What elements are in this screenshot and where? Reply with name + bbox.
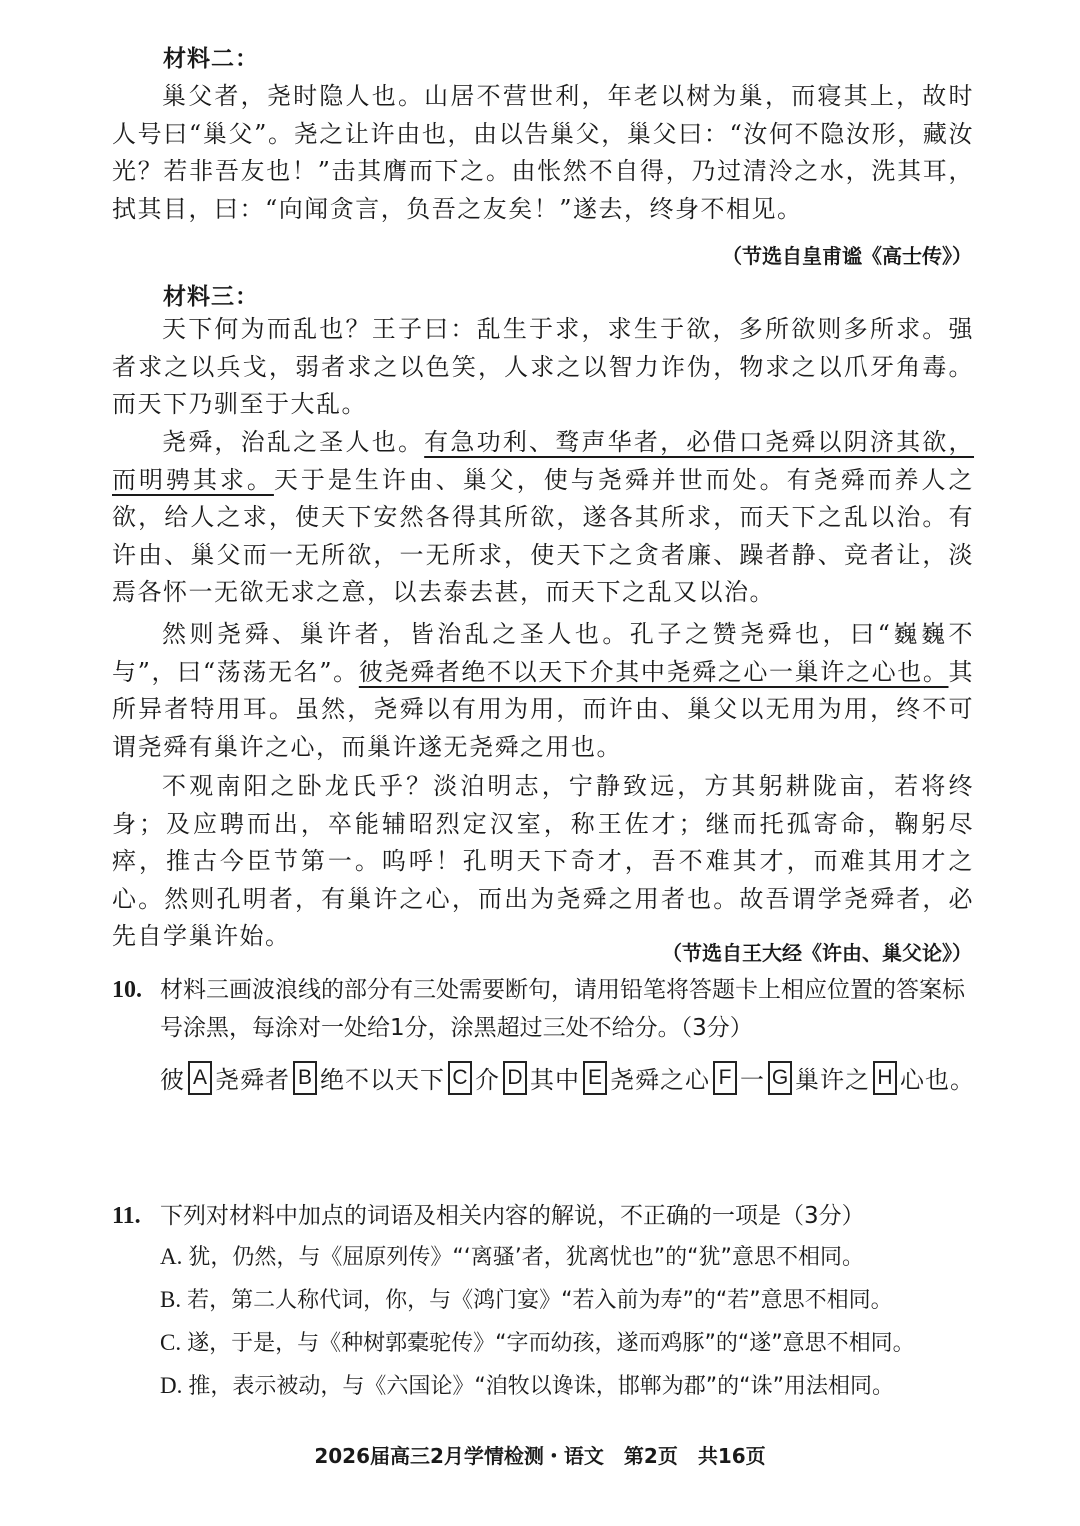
answer-box-h[interactable]: H [873, 1061, 897, 1095]
seq-text: 彼 [160, 1066, 185, 1094]
answer-box-d[interactable]: D [503, 1061, 527, 1095]
question-10-text: 材料三画波浪线的部分有三处需要断句，请用铅笔将答题卡上相应位置的答案标号涂黑，每涂对一处给1分，涂黑超过三处不给分。（3分） [160, 977, 965, 1041]
question-11-text: 下列对材料中加点的词语及相关内容的解说，不正确的一项是（3分） [160, 1203, 865, 1229]
option-d-text: 推，表示被动，与《六国论》“洎牧以谗诛，邯郸为郡”的“诛”用法相同。 [188, 1374, 894, 1399]
para-2-rest: 天于是生许由、巢父，使与尧舜并世而处。有尧舜而养人之欲，给人之求，使天下安然各得其所欲，遂各其所求，而天下之乱以治。有许由、巢父而一无所欲，一无所求，使天下之贪者廉、躁者静、竞者让，淡焉各怀一无欲无求之意，以去泰去甚，而天下之乱又以治。 [112, 465, 975, 606]
seq-tail: 心也。 [900, 1066, 975, 1094]
para-3-lead: 然则尧舜、巢许者，皆治乱之圣人也。孔子之赞尧舜也，曰“巍巍不与”，曰“荡荡无名”。 [112, 620, 974, 686]
option-d[interactable] [160, 1369, 980, 1400]
answer-box-f[interactable]: F [713, 1061, 737, 1095]
seq-text: 尧舜之心 [610, 1066, 710, 1094]
material-2-heading: 材料二： [163, 46, 259, 72]
question-10 [112, 972, 982, 1047]
material-3-source: （节选自王大经《许由、巢父论》） [662, 941, 972, 965]
page-footer: 2026届高三2月学情检测・语文 第2页 共16页 [314, 1444, 766, 1468]
answer-box-g[interactable]: G [768, 1061, 792, 1095]
para-3-rest: 其所异者特用耳。虽然，尧舜以有用为用，而许由、巢父以无用为用，终不可谓尧舜有巢许之心，而巢许遂无尧舜之用也。 [112, 657, 974, 761]
option-c-text: 遂，于是，与《种树郭橐驼传》“字而幼孩，遂而鸡豚”的“遂”意思不相同。 [187, 1331, 915, 1356]
seq-text: 绝不以天下 [320, 1066, 445, 1094]
material-3-para-3 [112, 616, 974, 766]
wavy-underline-sentence-1: 有急功利、骛声华者，必借口尧舜以阴济其欲，而明骋其求。 [112, 428, 975, 494]
option-d-letter: D. [160, 1373, 183, 1398]
question-10-number: 10. [112, 977, 142, 1003]
option-b-letter: B. [160, 1287, 182, 1312]
answer-sequence [160, 1060, 975, 1095]
option-a-text: 犹，仍然，与《屈原列传》“‘离骚’者，犹离忧也”的“犹”意思不相同。 [188, 1245, 864, 1270]
seq-text: 其中 [530, 1066, 580, 1094]
option-b-text: 若，第二人称代词，你，与《鸿门宴》“若入前为寿”的“若”意思不相同。 [187, 1288, 893, 1313]
question-11-number: 11. [112, 1203, 141, 1229]
material-3-para-1: 天下何为而乱也？王子曰：乱生于求，求生于欲，多所欲则多所求。强者求之以兵戈，弱者求之以色笑，人求之以智力诈伪，物求之以爪牙角毒。而天下乃驯至于大乱。 [112, 315, 974, 418]
answer-box-c[interactable]: C [448, 1061, 472, 1095]
question-11 [112, 1198, 982, 1236]
option-c[interactable] [160, 1326, 980, 1357]
option-a[interactable] [160, 1240, 980, 1271]
wavy-underline-sentence-2: 彼尧舜者绝不以天下介其中尧舜之心一巢许之心也。 [358, 657, 949, 686]
option-b[interactable] [160, 1283, 980, 1314]
answer-box-b[interactable]: B [293, 1061, 317, 1095]
para-2-lead: 尧舜，治乱之圣人也。 [162, 428, 425, 456]
material-2-source: （节选自皇甫谧《高士传》） [722, 244, 972, 268]
answer-box-e[interactable]: E [583, 1061, 607, 1095]
material-2-text: 巢父者，尧时隐人也。山居不营世利，年老以树为巢，而寝其上，故时人号曰“巢父”。尧之让许由也，由以告巢父，巢父曰：“汝何不隐汝形，藏汝光？若非吾友也！”击其膺而下之。由怅然不自得，乃过清泠之水，洗其耳，拭其目，曰：“向闻贪言，负吾之友矣！”遂去，终身不相见。 [112, 82, 974, 223]
seq-text: 一 [740, 1066, 765, 1094]
option-a-letter: A. [160, 1244, 183, 1269]
answer-box-a[interactable]: A [188, 1061, 212, 1095]
seq-text: 巢许之 [795, 1066, 870, 1094]
seq-text: 尧舜者 [215, 1066, 290, 1094]
material-3-para-2 [112, 424, 974, 612]
material-3-para-4: 不观南阳之卧龙氏乎？淡泊明志，宁静致远，方其躬耕陇亩，若将终身；及应聘而出，卒能辅昭烈定汉室，称王佐才；继而托孤寄命，鞠躬尽瘁，推古今臣节第一。呜呼！孔明天下奇才，吾不难其才，而难其用才之心。然则孔明者，有巢许之心，而出为尧舜之用者也。故吾谓学尧舜者，必先自学巢许始。 [112, 772, 974, 950]
material-3-heading: 材料三： [163, 284, 259, 310]
seq-text: 介 [475, 1066, 500, 1094]
option-c-letter: C. [160, 1330, 182, 1355]
